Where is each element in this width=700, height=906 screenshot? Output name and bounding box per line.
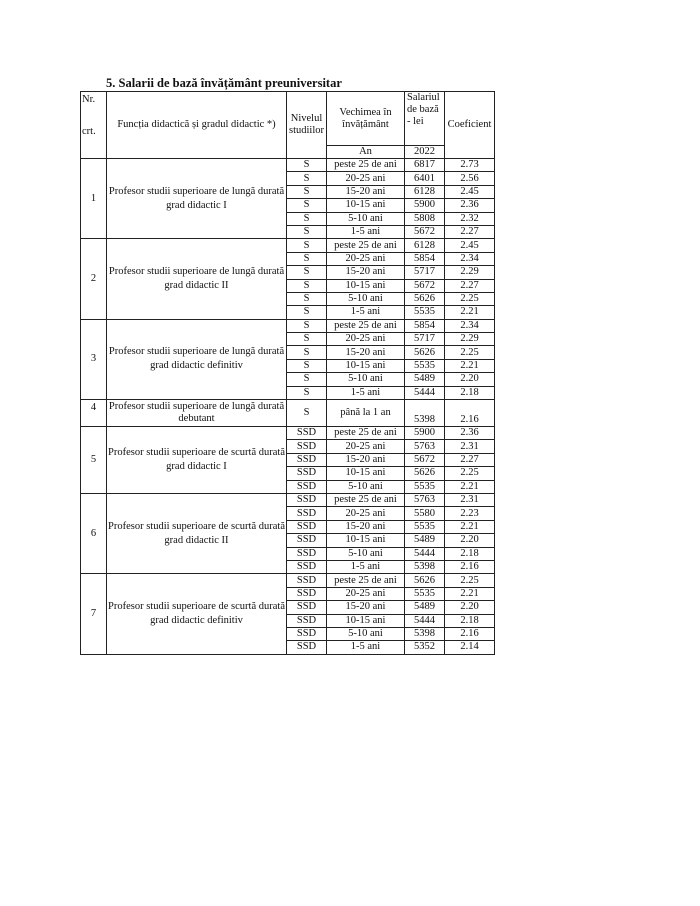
- section-title: 5. Salarii de bază învățământ preuniversitar: [106, 76, 342, 90]
- salary-cell: 5763: [405, 493, 445, 506]
- seniority-cell: 15-20 ani: [327, 520, 405, 533]
- coefficient-cell: 2.31: [445, 440, 495, 453]
- function-description: Profesor studii superioare de lungă durată grad didactic II: [107, 239, 287, 319]
- seniority-cell: până la 1 an: [327, 400, 405, 427]
- table-row: [81, 319, 495, 332]
- salary-cell: 6128: [405, 239, 445, 252]
- group-number: 7: [81, 574, 107, 654]
- seniority-cell: 5-10 ani: [327, 547, 405, 560]
- seniority-cell: 10-15 ani: [327, 614, 405, 627]
- coefficient-cell: 2.16: [445, 627, 495, 640]
- salary-cell: 6128: [405, 185, 445, 198]
- coefficient-cell: 2.32: [445, 212, 495, 225]
- table-row: [81, 427, 495, 440]
- seniority-cell: peste 25 de ani: [327, 493, 405, 506]
- study-level-cell: S: [287, 346, 327, 359]
- an-header: An: [327, 146, 405, 159]
- study-level-cell: SSD: [287, 627, 327, 640]
- group-number: 4: [81, 400, 107, 427]
- salary-cell: 5398: [405, 560, 445, 573]
- study-level-cell: S: [287, 159, 327, 172]
- coefficient-cell: 2.73: [445, 159, 495, 172]
- salary-cell: 6401: [405, 172, 445, 185]
- coefficient-cell: 2.18: [445, 614, 495, 627]
- coefficient-cell: 2.56: [445, 172, 495, 185]
- seniority-cell: 15-20 ani: [327, 266, 405, 279]
- study-level-cell: SSD: [287, 507, 327, 520]
- table-row: [81, 400, 495, 427]
- coefficient-cell: 2.27: [445, 453, 495, 466]
- study-level-cell: SSD: [287, 440, 327, 453]
- group-number: 6: [81, 493, 107, 573]
- salary-cell: 5717: [405, 333, 445, 346]
- seniority-cell: 10-15 ani: [327, 279, 405, 292]
- seniority-cell: 10-15 ani: [327, 199, 405, 212]
- salary-cell: 5808: [405, 212, 445, 225]
- group-number: 1: [81, 159, 107, 239]
- salary-cell: 5352: [405, 641, 445, 654]
- coefficient-cell: 2.29: [445, 266, 495, 279]
- table-row: [81, 239, 495, 252]
- coefficient-cell: 2.21: [445, 359, 495, 372]
- coefficient-cell: 2.25: [445, 574, 495, 587]
- salary-cell: 5626: [405, 346, 445, 359]
- seniority-cell: peste 25 de ani: [327, 574, 405, 587]
- study-level-cell: SSD: [287, 587, 327, 600]
- study-level-cell: SSD: [287, 560, 327, 573]
- seniority-cell: 15-20 ani: [327, 185, 405, 198]
- study-level-cell: SSD: [287, 547, 327, 560]
- nivelul-header: Nivelul studiilor: [287, 92, 327, 159]
- seniority-cell: 1-5 ani: [327, 306, 405, 319]
- salary-cell: 5398: [405, 627, 445, 640]
- salary-cell: 5672: [405, 225, 445, 238]
- salary-cell: 5672: [405, 453, 445, 466]
- study-level-cell: SSD: [287, 534, 327, 547]
- coefficient-cell: 2.27: [445, 225, 495, 238]
- study-level-cell: SSD: [287, 480, 327, 493]
- coefficient-cell: 2.16: [445, 560, 495, 573]
- nr-header-line1: Nr.: [82, 94, 96, 105]
- salary-cell: 5717: [405, 266, 445, 279]
- coefficient-cell: 2.21: [445, 587, 495, 600]
- coefficient-cell: 2.25: [445, 467, 495, 480]
- coefficient-cell: 2.45: [445, 185, 495, 198]
- coefficient-cell: 2.34: [445, 319, 495, 332]
- coeficient-header: Coeficient: [445, 92, 495, 159]
- salary-cell: 5489: [405, 601, 445, 614]
- salary-cell: 5763: [405, 440, 445, 453]
- coefficient-cell: 2.25: [445, 346, 495, 359]
- coefficient-cell: 2.18: [445, 547, 495, 560]
- seniority-cell: peste 25 de ani: [327, 427, 405, 440]
- group-number: 3: [81, 319, 107, 399]
- salary-cell: 5535: [405, 480, 445, 493]
- seniority-cell: 5-10 ani: [327, 212, 405, 225]
- seniority-cell: 20-25 ani: [327, 440, 405, 453]
- seniority-cell: 15-20 ani: [327, 453, 405, 466]
- nr-header: [81, 92, 107, 159]
- coefficient-cell: 2.20: [445, 373, 495, 386]
- coefficient-cell: 2.31: [445, 493, 495, 506]
- group-number: 2: [81, 239, 107, 319]
- table-row: [81, 493, 495, 506]
- coefficient-cell: 2.34: [445, 252, 495, 265]
- seniority-cell: peste 25 de ani: [327, 159, 405, 172]
- study-level-cell: SSD: [287, 520, 327, 533]
- seniority-cell: 5-10 ani: [327, 627, 405, 640]
- salary-cell: 5900: [405, 427, 445, 440]
- study-level-cell: S: [287, 225, 327, 238]
- study-level-cell: S: [287, 319, 327, 332]
- study-level-cell: S: [287, 279, 327, 292]
- study-level-cell: SSD: [287, 453, 327, 466]
- study-level-cell: S: [287, 252, 327, 265]
- coefficient-cell: 2.14: [445, 641, 495, 654]
- function-description: Profesor studii superioare de lungă durată grad didactic I: [107, 159, 287, 239]
- coefficient-cell: 2.45: [445, 239, 495, 252]
- coefficient-cell: 2.23: [445, 507, 495, 520]
- seniority-cell: 20-25 ani: [327, 333, 405, 346]
- table-row: [81, 159, 495, 172]
- seniority-cell: 5-10 ani: [327, 373, 405, 386]
- seniority-cell: 10-15 ani: [327, 467, 405, 480]
- salary-cell: 6817: [405, 159, 445, 172]
- salary-cell: 5535: [405, 359, 445, 372]
- study-level-cell: SSD: [287, 601, 327, 614]
- study-level-cell: S: [287, 359, 327, 372]
- study-level-cell: S: [287, 239, 327, 252]
- study-level-cell: S: [287, 266, 327, 279]
- coefficient-cell: 2.18: [445, 386, 495, 399]
- function-description: Profesor studii superioare de scurtă durată grad didactic I: [107, 427, 287, 494]
- salariul-header: Salariul de bază - lei: [405, 92, 445, 146]
- seniority-cell: 20-25 ani: [327, 507, 405, 520]
- group-number: 5: [81, 427, 107, 494]
- salary-cell: 5444: [405, 547, 445, 560]
- study-level-cell: SSD: [287, 641, 327, 654]
- functia-header: Funcția didactică și gradul didactic *): [107, 92, 287, 159]
- salary-cell: 5535: [405, 306, 445, 319]
- salary-cell: 5900: [405, 199, 445, 212]
- salary-cell: 5444: [405, 386, 445, 399]
- salary-cell: 5580: [405, 507, 445, 520]
- coefficient-cell: 2.21: [445, 520, 495, 533]
- nr-header-line2: crt.: [82, 126, 96, 137]
- study-level-cell: S: [287, 386, 327, 399]
- year-header: 2022: [405, 146, 445, 159]
- study-level-cell: S: [287, 199, 327, 212]
- salary-cell: 5626: [405, 292, 445, 305]
- header-row: [81, 92, 495, 146]
- study-level-cell: S: [287, 373, 327, 386]
- study-level-cell: S: [287, 185, 327, 198]
- seniority-cell: peste 25 de ani: [327, 239, 405, 252]
- salary-cell: 5854: [405, 252, 445, 265]
- salary-table: [80, 91, 495, 655]
- coefficient-cell: 2.20: [445, 534, 495, 547]
- coefficient-cell: 2.27: [445, 279, 495, 292]
- coefficient-cell: 2.29: [445, 333, 495, 346]
- seniority-cell: 1-5 ani: [327, 386, 405, 399]
- coefficient-cell: 2.25: [445, 292, 495, 305]
- coefficient-cell: 2.20: [445, 601, 495, 614]
- study-level-cell: SSD: [287, 574, 327, 587]
- seniority-cell: 10-15 ani: [327, 359, 405, 372]
- coefficient-cell: 2.21: [445, 306, 495, 319]
- seniority-cell: peste 25 de ani: [327, 319, 405, 332]
- study-level-cell: SSD: [287, 493, 327, 506]
- salary-cell: 5626: [405, 467, 445, 480]
- seniority-cell: 10-15 ani: [327, 534, 405, 547]
- seniority-cell: 20-25 ani: [327, 587, 405, 600]
- coefficient-cell: 2.36: [445, 427, 495, 440]
- study-level-cell: S: [287, 292, 327, 305]
- salary-cell: 5398: [405, 400, 445, 427]
- salary-cell: 5535: [405, 520, 445, 533]
- seniority-cell: 1-5 ani: [327, 560, 405, 573]
- study-level-cell: S: [287, 172, 327, 185]
- study-level-cell: SSD: [287, 427, 327, 440]
- seniority-cell: 1-5 ani: [327, 641, 405, 654]
- salary-cell: 5489: [405, 534, 445, 547]
- function-description: Profesor studii superioare de scurtă durată grad didactic II: [107, 493, 287, 573]
- seniority-cell: 20-25 ani: [327, 252, 405, 265]
- study-level-cell: S: [287, 333, 327, 346]
- function-description: Profesor studii superioare de lungă durată grad didactic definitiv: [107, 319, 287, 399]
- coefficient-cell: 2.36: [445, 199, 495, 212]
- table-row: [81, 574, 495, 587]
- study-level-cell: SSD: [287, 614, 327, 627]
- study-level-cell: S: [287, 400, 327, 427]
- salary-cell: 5626: [405, 574, 445, 587]
- study-level-cell: S: [287, 306, 327, 319]
- study-level-cell: S: [287, 212, 327, 225]
- function-description: Profesor studii superioare de scurtă durată grad didactic definitiv: [107, 574, 287, 654]
- salary-cell: 5854: [405, 319, 445, 332]
- salary-cell: 5489: [405, 373, 445, 386]
- seniority-cell: 20-25 ani: [327, 172, 405, 185]
- function-description: Profesor studii superioare de lungă durată debutant: [107, 400, 287, 427]
- study-level-cell: SSD: [287, 467, 327, 480]
- coefficient-cell: 2.16: [445, 400, 495, 427]
- seniority-cell: 5-10 ani: [327, 480, 405, 493]
- seniority-cell: 5-10 ani: [327, 292, 405, 305]
- seniority-cell: 15-20 ani: [327, 346, 405, 359]
- salary-cell: 5672: [405, 279, 445, 292]
- vechimea-header: Vechimea în învățământ: [327, 92, 405, 146]
- seniority-cell: 15-20 ani: [327, 601, 405, 614]
- salary-cell: 5535: [405, 587, 445, 600]
- seniority-cell: 1-5 ani: [327, 225, 405, 238]
- salary-cell: 5444: [405, 614, 445, 627]
- coefficient-cell: 2.21: [445, 480, 495, 493]
